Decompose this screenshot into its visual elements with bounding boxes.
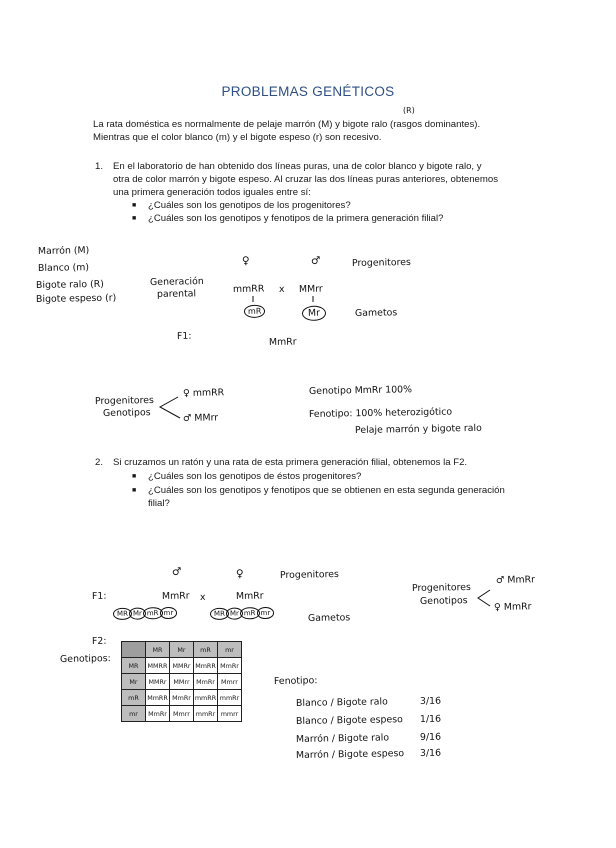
punnett-cell: MmRR	[194, 658, 218, 674]
punnett-col-header: mR	[194, 642, 218, 658]
legend-blanco: Blanco (m)	[37, 262, 90, 274]
fenotipo2-item-ratio: 3/16	[419, 695, 442, 707]
q1-line-2: otra de color marrón y bigote espeso. Al cruzar las dos líneas puras anteriores, obtenemos	[113, 174, 499, 185]
summary-male-genotype: ♂ MMrr	[182, 412, 219, 424]
fenotipo2-item-ratio: 3/16	[419, 747, 442, 759]
punnett-cell: MMRr	[170, 658, 194, 674]
punnett-cell: MmRR	[146, 690, 170, 706]
punnett-cell: mmrr	[218, 706, 242, 722]
cross2-male-symbol: ♂	[171, 565, 182, 578]
cross2-parent-1: MmRr	[161, 590, 190, 602]
fenotipo2-item-ratio: 1/16	[419, 713, 442, 725]
punnett-cell: mmRr	[218, 690, 242, 706]
fenotipo2-item-name: Blanco / Bigote ralo	[295, 696, 388, 709]
stroke-bracket-2	[478, 590, 490, 606]
intro-line-2: Mientras que el color blanco (m) y el bigote espeso (r) son recesivo.	[93, 132, 382, 143]
punnett-cell: MmRr	[146, 706, 170, 722]
punnett-cell: mmRR	[194, 690, 218, 706]
fenotipo2-label: Fenotipo:	[273, 675, 318, 687]
gamete-circle: mr	[159, 607, 177, 619]
summary-genotipo: Genotipo MmRr 100%	[308, 384, 413, 397]
cross2-gametos: Gametos	[307, 612, 351, 624]
punnett-cell: MMrr	[170, 674, 194, 690]
q1-number: 1.	[95, 161, 104, 172]
cross2-female-symbol: ♀	[235, 567, 244, 580]
cross2-f1-label: F1:	[91, 590, 107, 602]
bullet-icon: ■	[132, 215, 137, 222]
q2-bullet-2-cont: filial?	[148, 498, 170, 509]
annotation-r: (R)	[402, 105, 415, 115]
q2-bullet-1: ■ ¿Cuáles son los genotipos de éstos progenitores?	[132, 471, 362, 482]
intro-line-1: La rata doméstica es normalmente de pelaje marrón (M) y bigote ralo (rasgos dominantes).	[93, 119, 481, 130]
summary-fenotipo-desc: Pelaje marrón y bigote ralo	[354, 422, 482, 436]
punnett-col-header: MR	[146, 642, 170, 658]
summary-genotipos: Genotipos	[102, 407, 151, 419]
punnett-cell: MMRr	[146, 674, 170, 690]
punnett-cell: Mmrr	[170, 706, 194, 722]
progenitores-label: Progenitores	[351, 256, 411, 269]
punnett-cell: MmRr	[218, 658, 242, 674]
legend-marron: Marrón (M)	[37, 245, 90, 257]
fenotipo2-item-name: Marrón / Bigote ralo	[295, 732, 390, 745]
gamete-circle: mR	[240, 607, 260, 619]
page-title: PROBLEMAS GENÉTICOS	[221, 84, 395, 99]
bullet-icon: ■	[132, 473, 137, 480]
gamete-circle: MR	[113, 608, 132, 620]
punnett-row-header: mr	[122, 706, 146, 722]
q1-bullet-2: ■ ¿Cuáles son los genotipos y fenotipos de la primera generación filial?	[132, 213, 444, 224]
cross2-genotipos-label: Genotipos	[419, 595, 468, 607]
parent-2-genotype: MMrr	[298, 283, 323, 295]
punnett-col-header: mr	[218, 642, 242, 658]
gamete-circle: mR	[143, 607, 163, 619]
punnett-row-header: mR	[122, 690, 146, 706]
punnett-col-header: Mr	[170, 642, 194, 658]
gamete-2: Mr	[302, 306, 326, 321]
punnett-cell: MMRR	[146, 658, 170, 674]
gamete-circle: Mr	[226, 607, 243, 619]
q1-line-3: una primera generación todos iguales entre sí:	[113, 187, 311, 198]
stroke-bracket-1	[160, 397, 180, 418]
summary-fenotipo: Fenotipo: 100% heterozigótico	[308, 406, 453, 420]
q2-line: Si cruzamos un ratón y una rata de esta primera generación filial, obtenemos la F2.	[113, 457, 468, 468]
fenotipo2-item-name: Blanco / Bigote espeso	[295, 714, 403, 727]
f2-label: F2:	[91, 635, 107, 647]
gametos-label: Gametos	[354, 307, 398, 319]
fenotipo2-item-ratio: 9/16	[419, 731, 442, 743]
cross2-female-geno: ♀ MmRr	[493, 601, 532, 613]
legend-espeso: Bigote espeso (r)	[35, 292, 117, 305]
parent-1-genotype: mmRR	[232, 283, 265, 295]
summary-progenitores: Progenitores	[94, 394, 154, 407]
legend-ralo: Bigote ralo (R)	[35, 278, 104, 291]
summary-female-genotype: ♀ mmRR	[182, 387, 225, 399]
q2-number: 2.	[95, 457, 104, 468]
gamete-1: mR	[244, 305, 266, 318]
f1-genotype: MmRr	[268, 336, 297, 348]
q1-line-1: En el laboratorio de han obtenido dos líneas puras, una de color blanco y bigote ralo, y	[113, 161, 482, 172]
punnett-row-header: Mr	[122, 674, 146, 690]
generacion-label: Generación	[149, 276, 204, 288]
cross2-parent-2: MmRr	[235, 590, 264, 602]
punnett-cell: MmRr	[170, 690, 194, 706]
cross2-progenitores: Progenitores	[279, 568, 339, 581]
cross-symbol: x	[278, 283, 285, 295]
bullet-icon: ■	[132, 487, 137, 494]
gamete-circle: Mr	[129, 607, 146, 619]
punnett-cell: Mmrr	[218, 674, 242, 690]
fenotipo2-item-name: Marrón / Bigote espeso	[295, 748, 405, 761]
cross2-male-geno: ♂ MmRr	[495, 574, 536, 586]
gamete-circle: mr	[256, 607, 274, 619]
punnett-cell: mmRr	[194, 706, 218, 722]
bullet-icon: ■	[132, 202, 137, 209]
genotipos-label: Genotipos:	[59, 653, 111, 665]
f1-label: F1:	[176, 330, 192, 342]
punnett-cell: MmRr	[194, 674, 218, 690]
q2-bullet-2: ■ ¿Cuáles son los genotipos y fenotipos que se obtienen en esta segunda generación	[132, 485, 505, 496]
parental-label: parental	[156, 288, 197, 300]
male-symbol: ♂	[310, 254, 321, 267]
female-symbol: ♀	[241, 254, 250, 267]
punnett-row-header: MR	[122, 658, 146, 674]
cross2-prog-label: Progenitores	[411, 581, 471, 594]
cross2-x: x	[199, 591, 206, 603]
q1-bullet-1: ■ ¿Cuáles son los genotipos de los progenitores?	[132, 200, 351, 211]
gamete-circle: MR	[210, 608, 229, 620]
